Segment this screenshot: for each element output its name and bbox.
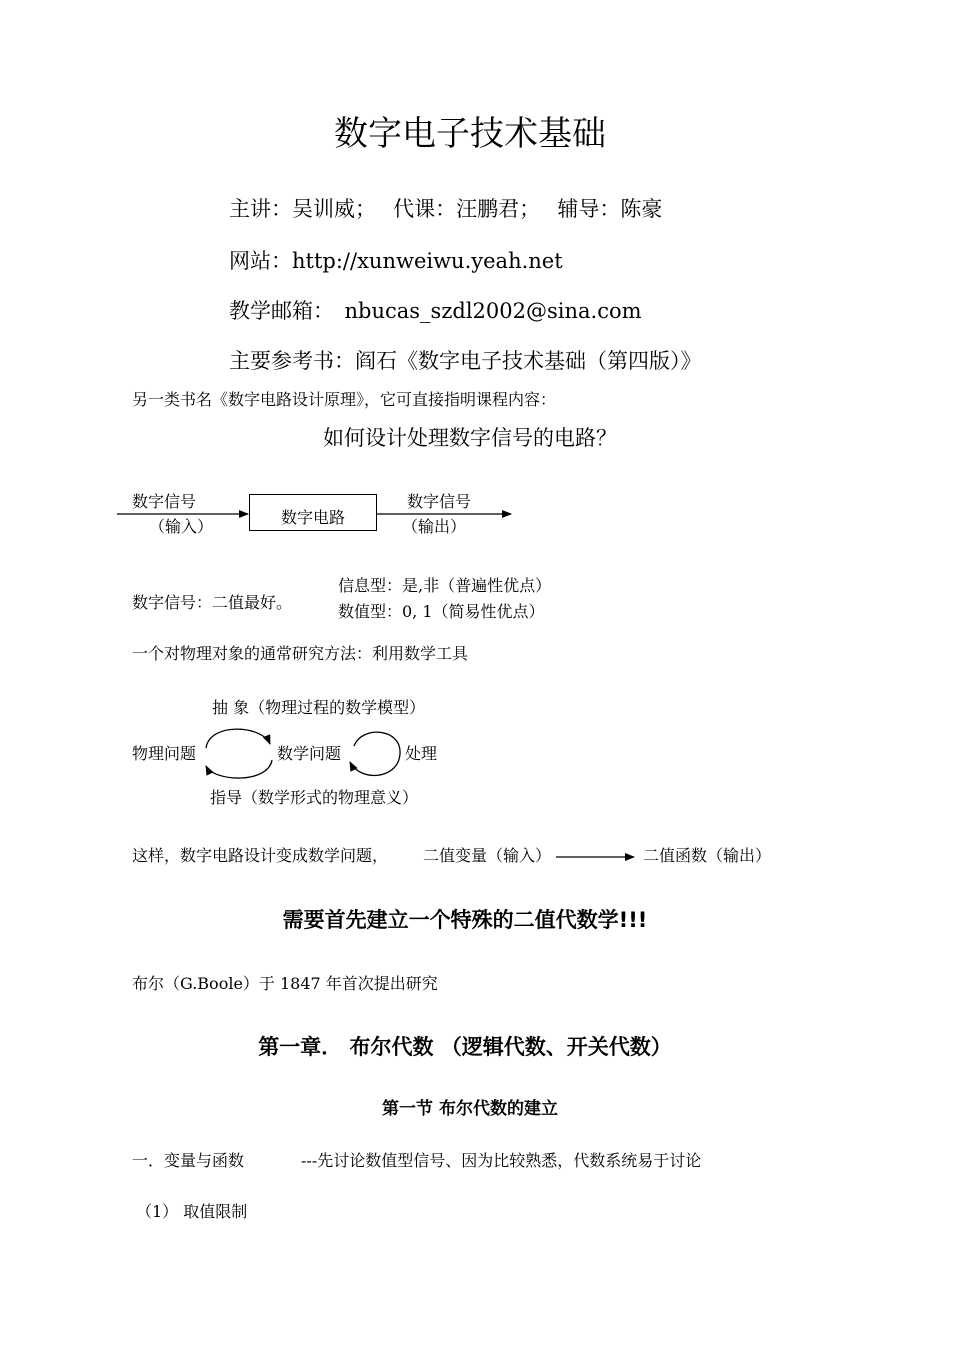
info-type: 信息型：是,非（普遍性优点） [338, 576, 552, 595]
core-question: 如何设计处理数字信号的电路？ [323, 426, 617, 450]
binary-lead: 数字信号：二值最好。 [132, 593, 293, 612]
digital-circuit-label: 数字电路 [280, 508, 345, 527]
method-line: 一个对物理对象的通常研究方法：利用数学工具 [132, 644, 469, 663]
section-heading: 第一节 布尔代数的建立 [382, 1099, 558, 1119]
email-line: 教学邮箱： nbucas_szdl2002@sina.com [229, 299, 642, 323]
math-problem: 数学问题 [277, 744, 342, 763]
item2-label: （1） 取值限制 [136, 1202, 248, 1221]
diagram1-output-label: 数字信号 [407, 492, 472, 511]
page-title: 数字电子技术基础 [334, 114, 606, 154]
transform-lead: 这样，数字电路设计变成数学问题， [132, 846, 389, 865]
chapter-heading: 第一章． 布尔代数 （逻辑代数、开关代数） [258, 1035, 672, 1059]
binary-function: 二值函数（输出） [643, 846, 772, 865]
item1-note: ---先讨论数值型信号、因为比较熟悉，代数系统易于讨论 [301, 1151, 702, 1170]
value-type: 数值型：0, 1（简易性优点） [338, 602, 545, 621]
reference-line: 主要参考书：阎石《数字电子技术基础（第四版）》 [229, 349, 702, 373]
guidance-label: 指导（数学形式的物理意义） [210, 788, 419, 807]
website-line: 网站：http://xunweiwu.yeah.net [229, 249, 563, 273]
diagram1-input-label: 数字信号 [132, 492, 197, 511]
staff-line: 主讲：吴训威； 代课：汪鹏君； 辅导：陈豪 [229, 197, 663, 221]
boole-line: 布尔（G.Boole）于 1847 年首次提出研究 [132, 974, 438, 993]
abstraction-label: 抽 象（物理过程的数学模型） [212, 698, 426, 717]
item1-label: 一．变量与函数 [132, 1151, 245, 1170]
process-loop-arrow [350, 732, 400, 775]
process-label: 处理 [405, 744, 438, 763]
physical-problem: 物理问题 [132, 744, 197, 763]
diagram1-output-sub: （输出） [402, 517, 467, 536]
binary-variable: 二值变量（输入） [423, 846, 552, 865]
abstraction-arrow [206, 729, 270, 748]
diagram1-input-sub: （输入） [149, 517, 214, 536]
slogan: 需要首先建立一个特殊的二值代数学!!! [282, 908, 648, 932]
guidance-arrow [206, 760, 272, 778]
alt-book-name: 另一类书名《数字电路设计原理》，它可直接指明课程内容： [132, 390, 557, 409]
